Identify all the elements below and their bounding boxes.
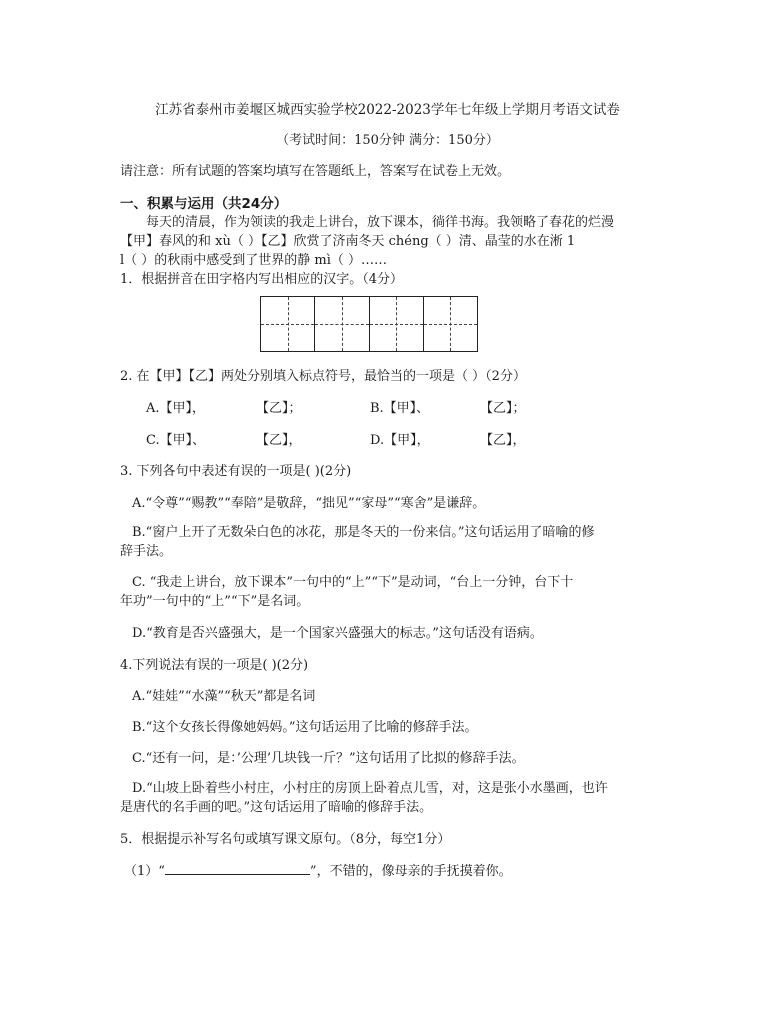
q2-option-d-label: D.【甲】， (370, 433, 430, 448)
q5-item-1-answer-blank[interactable] (165, 860, 310, 875)
passage-line-2: 【甲】春风的和 xù（ ）【乙】欣赏了济南冬天 chéng（ ）清、晶莹的水在淅 1 (120, 234, 576, 249)
q5-item-1 (124, 860, 512, 879)
q2-option-a-label: A.【甲】， (146, 401, 206, 416)
q2-option-b (370, 397, 526, 416)
q2-option-d (370, 429, 526, 448)
q2-option-b-label: B.【甲】、 (370, 401, 430, 416)
q5-text: 5．根据提示补写名句或填写课文原句。（8分，每空1分） (120, 832, 451, 847)
q3-option-d: D.“教育是否兴盛强大，是一个国家兴盛强大的标志。”这句话没有语病。 (132, 626, 543, 641)
q3-option-b-line2: 辞手法。 (120, 544, 173, 559)
q2-text: 2. 在【甲】【乙】两处分别填入标点符号，最恰当的一项是（ ）（2分） (120, 369, 526, 384)
q4-option-b: B.“这个女孩长得像她妈妈。”这句话运用了比喻的修辞手法。 (132, 720, 478, 735)
q3-option-c-line1: C. “我走上讲台，放下课本”一句中的“上”“下”是动词，“台上一分钟，台下十 (132, 575, 574, 590)
tianzige-cell (314, 297, 368, 351)
passage-line-3: l（ ）的秋雨中感受到了世界的静 mì（ ）…… (120, 253, 388, 268)
exam-subtitle: （考试时间：150分钟 满分：150分） (276, 133, 499, 148)
q4-option-c: C.“还有一问，是：’公理’几块钱一斤？”这句话用了比拟的修辞手法。 (132, 751, 525, 766)
q5-item-1-suffix: ”，不错的，像母亲的手抚摸着你。 (309, 864, 512, 879)
tianzige-cell (261, 297, 314, 351)
q2-option-c (146, 429, 302, 448)
q1-text: 1．根据拼音在田字格内写出相应的汉字。（4分） (120, 272, 404, 287)
q2-option-d-second: 【乙】， (480, 433, 526, 448)
exam-title: 江苏省泰州市姜堰区城西实验学校2022-2023学年七年级上学期月考语文试卷 (155, 102, 620, 118)
q2-option-b-second: 【乙】； (480, 401, 526, 416)
q2-option-c-second: 【乙】， (256, 433, 302, 448)
q2-option-a (146, 397, 302, 416)
q3-option-b-line1: B.“窗户上开了无数朵白色的冰花，那是冬天的一份来信。”这句话运用了暗喻的修 (132, 525, 595, 540)
q5-item-1-prefix: （1）“ (124, 864, 165, 879)
tianzige-cell (369, 297, 423, 351)
tianzige-cell (423, 297, 477, 351)
q3-text: 3. 下列各句中表述有误的一项是( )(2分) (120, 464, 352, 479)
q4-text: 4.下列说法有误的一项是( )(2分) (120, 658, 309, 673)
q4-option-a: A.“娃娃”“水藻”“秋天”都是名词 (132, 689, 316, 704)
q3-option-a: A.“令尊”“赐教”“奉陪”是敬辞，“拙见”“家母”“寒舍”是谦辞。 (132, 496, 486, 511)
q4-option-d-line1: D.“山坡上卧着些小村庄，小村庄的房顶上卧着点儿雪，对，这是张小水墨画，也许 (132, 781, 608, 796)
q2-option-a-second: 【乙】； (256, 401, 302, 416)
exam-notice: 请注意：所有试题的答案均填写在答题纸上，答案写在试卷上无效。 (120, 164, 511, 179)
tianzige-grid (260, 296, 478, 352)
passage-line-1: 每天的清晨，作为领读的我走上讲台，放下课本，徜徉书海。我领略了春花的烂漫 (146, 215, 615, 230)
section1-heading: 一、积累与运用（共24分） (120, 196, 288, 212)
q2-option-c-label: C.【甲】、 (146, 433, 206, 448)
q4-option-d-line2: 是唐代的名手画的吧。”这句话运用了暗喻的修辞手法。 (120, 800, 433, 815)
q3-option-c-line2: 年功”一句中的“上”“下”是名词。 (120, 594, 310, 609)
